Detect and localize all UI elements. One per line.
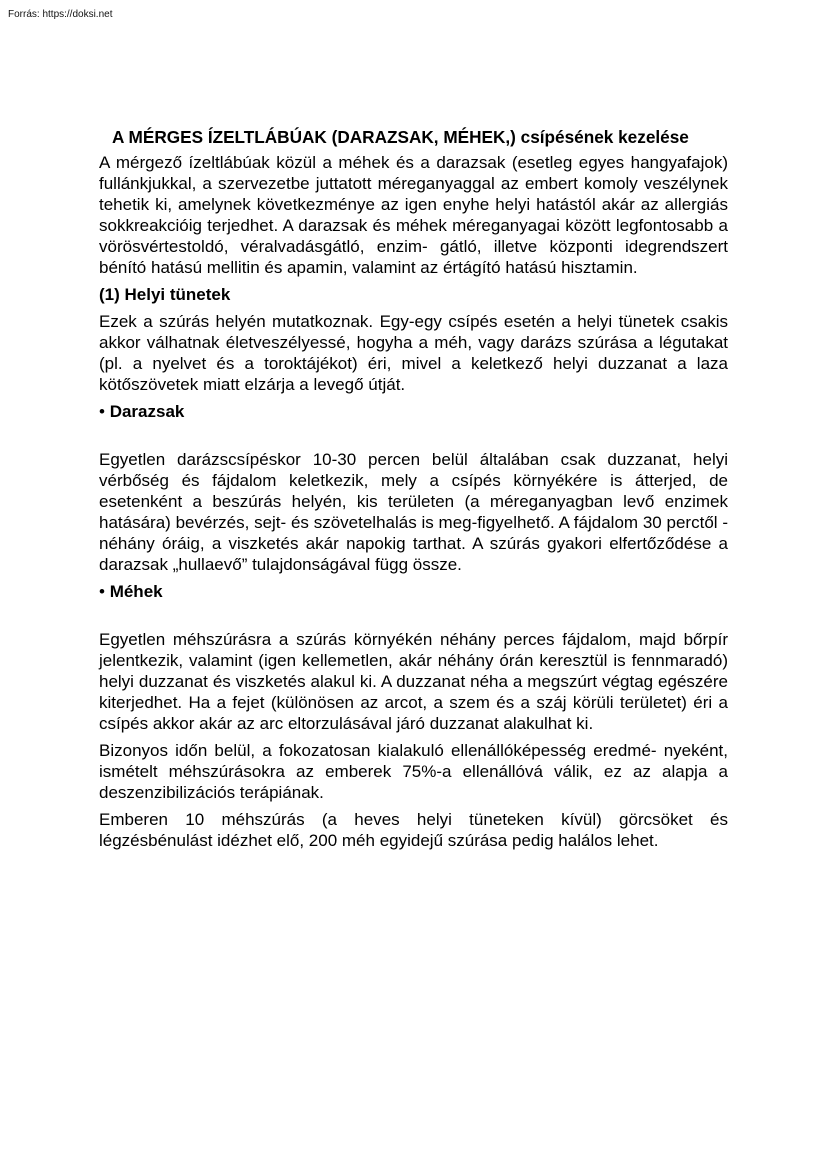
intro-paragraph: A mérgező ízeltlábúak közül a méhek és a darazsak (esetleg egyes hangyafajok) fullánkjukkal, a szervezetbe juttatott méreganyaggal az embert komoly veszélynek tehetik ki, amelynek következménye az igen enyhe helyi hatástól akár az allergiás sokkreakcióig terjedhet. A darazsak és méhek méreganyagai között legfontosabb a vörösvértestoldó, véralvadásgátló, enzim- gátló, illetve központi idegrendszert bénító hatású mellitin és apamin, valamint az értágító hatású hisztamin. — [99, 153, 728, 277]
document-title: A MÉRGES ÍZELTLÁBÚAK (DARAZSAK, MÉHEK,) csípésének kezelése — [112, 127, 689, 147]
local-symptoms-paragraph: Ezek a szúrás helyén mutatkoznak. Egy-egy csípés esetén a helyi tünetek csakis akkor válhatnak életveszélyessé, hogyha a méh, vagy darázs szúrása a légutakat (pl. a nyelvet és a toroktájékot) éri, mivel a keletkező helyi duzzanat a laza kötőszövetek miatt elzárja a levegő útját. — [99, 312, 728, 394]
bullet-icon: • — [99, 402, 105, 421]
bees-paragraph-3: Emberen 10 méhszúrás (a heves helyi tüneteken kívül) görcsöket és légzésbénulást idézhet elő, 200 méh egyidejű szúrása pedig halálos lehet. — [99, 810, 728, 850]
bees-heading — [99, 581, 728, 602]
source-line: Forrás: https://doksi.net — [8, 9, 113, 20]
wasps-heading-label: Darazsak — [109, 402, 185, 421]
wasps-heading — [99, 401, 728, 422]
wasps-paragraph: Egyetlen darázscsípéskor 10-30 percen belül általában csak duzzanat, helyi vérbőség és fájdalom keletkezik, mely a csípés környékére is átterjed, de esetenként a beszúrás helyén, kis területen (a méreganyagban levő enzimek hatására) bevérzés, sejt- és szövetelhalás is meg-figyelhető. A fájdalom 30 perctől - néhány óráig, a viszketés akár napokig tarthat. A szúrás gyakori elfertőződése a darazsak „hullaevő” tulajdonságával függ össze. — [99, 450, 728, 574]
bees-paragraph-1: Egyetlen méhszúrásra a szúrás környékén néhány perces fájdalom, majd bőrpír jelentkezik, valamint (igen kellemetlen, akár néhány órán keresztül is fennmaradó) helyi duzzanat és viszketés alakul ki. A duzzanat néha a megszúrt végtag egészére kiterjedhet. Ha a fejet (különösen az arcot, a szem és a száj körüli területet) éri a csípés akkor akár az arc eltorzulásával járó duzzanat alakulhat ki. — [99, 630, 728, 733]
document-body — [99, 126, 728, 851]
bullet-icon: • — [99, 582, 105, 601]
bees-paragraph-2: Bizonyos időn belül, a fokozatosan kialakuló ellenállóképesség eredmé- nyeként, ismételt méhszúrásokra az emberek 75%-a ellenállóvá válik, ez az alapja a deszenzibilizációs terápiának. — [99, 741, 728, 802]
bees-heading-label: Méhek — [109, 582, 163, 601]
section-heading-local-symptoms: (1) Helyi tünetek — [99, 285, 231, 304]
